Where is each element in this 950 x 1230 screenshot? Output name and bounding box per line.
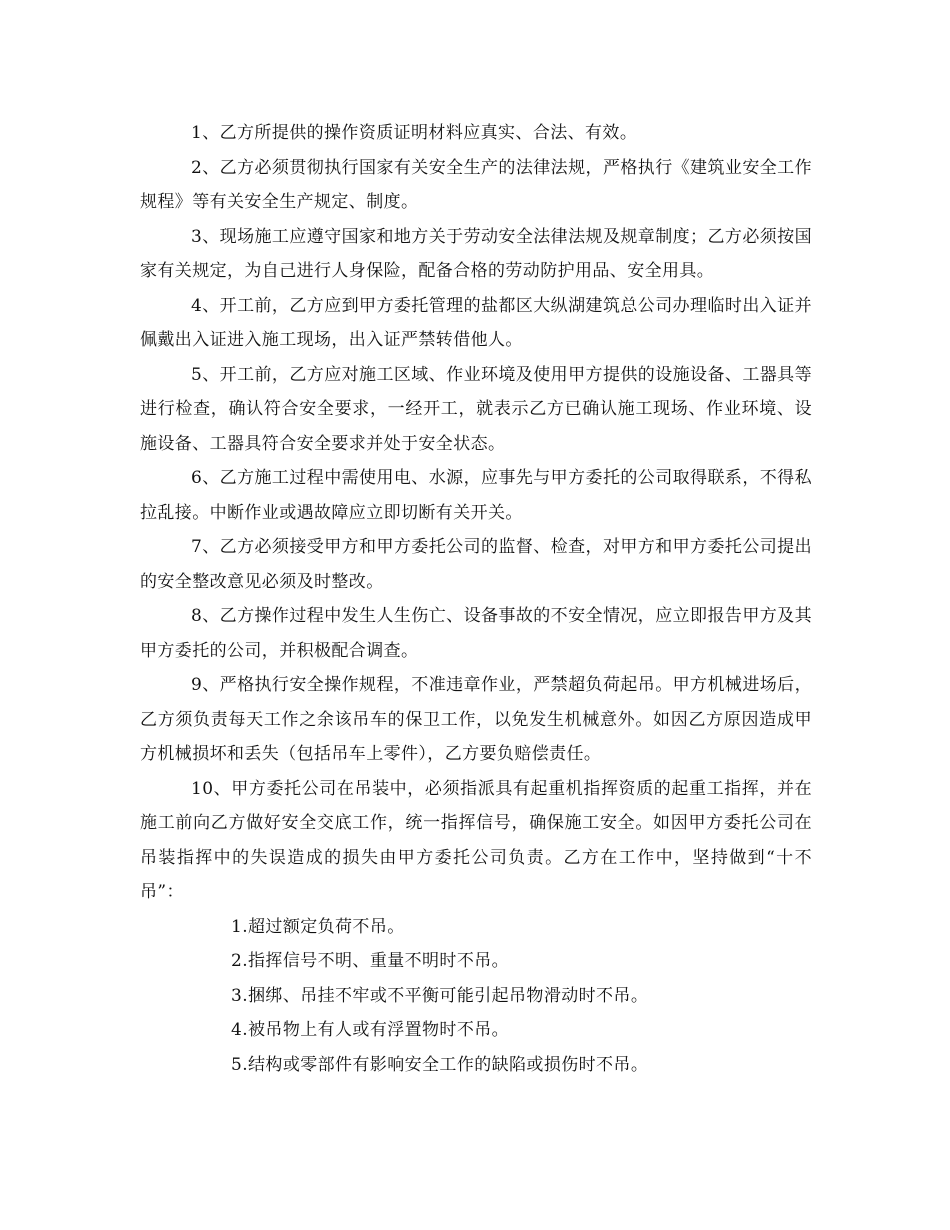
document-body bbox=[140, 116, 812, 1082]
list-item: 3.捆绑、吊挂不牢或不平衡可能引起吊物滑动时不吊。 bbox=[231, 985, 649, 1006]
clause-10: 10、甲方委托公司在吊装中，必须指派具有起重机指挥资质的起重工指挥，并在施工前向乙方做好安全交底工作，统一指挥信号，确保施工安全。如因甲方委托公司在吊装指挥中的失误造成的损失由甲方委托公司负责。乙方在工作中，坚持做到“十不吊”： bbox=[140, 778, 812, 902]
clause-8: 8、乙方操作过程中发生人生伤亡、设备事故的不安全情况，应立即报告甲方及其甲方委托的公司，并积极配合调查。 bbox=[140, 606, 812, 661]
list-item: 2.指挥信号不明、重量不明时不吊。 bbox=[231, 951, 510, 971]
clause-1: 1、乙方所提供的操作资质证明材料应真实、合法、有效。 bbox=[191, 123, 638, 143]
list-item: 1.超过额定负荷不吊。 bbox=[231, 916, 405, 937]
clause-9: 9、严格执行安全操作规程，不准违章作业，严禁超负荷起吊。甲方机械进场后，乙方须负责每天工作之余该吊车的保卫工作，以免发生机械意外。如因乙方原因造成甲方机械损坏和丢失（包括吊车上零件），乙方要负赔偿责任。 bbox=[140, 675, 812, 764]
clause-2: 2、乙方必须贯彻执行国家有关安全生产的法律法规，严格执行《建筑业安全工作规程》等有关安全生产规定、制度。 bbox=[140, 157, 812, 212]
clause-4: 4、开工前，乙方应到甲方委托管理的盐都区大纵湖建筑总公司办理临时出入证并佩戴出入证进入施工现场，出入证严禁转借他人。 bbox=[140, 295, 812, 350]
clause-7: 7、乙方必须接受甲方和甲方委托公司的监督、检查，对甲方和甲方委托公司提出的安全整改意见必须及时整改。 bbox=[140, 537, 812, 592]
list-item: 4.被吊物上有人或有浮置物时不吊。 bbox=[231, 1020, 510, 1040]
list-item: 5.结构或零部件有影响安全工作的缺陷或损伤时不吊。 bbox=[231, 1054, 649, 1075]
clause-3: 3、现场施工应遵守国家和地方关于劳动安全法律法规及规章制度；乙方必须按国家有关规定，为自己进行人身保险，配备合格的劳动防护用品、安全用具。 bbox=[140, 226, 812, 281]
clause-5: 5、开工前，乙方应对施工区域、作业环境及使用甲方提供的设施设备、工器具等进行检查，确认符合安全要求，一经开工，就表示乙方已确认施工现场、作业环境、设施设备、工器具符合安全要求并处于安全状态。 bbox=[140, 364, 812, 454]
clause-6: 6、乙方施工过程中需使用电、水源，应事先与甲方委托的公司取得联系，不得私拉乱接。中断作业或遇故障应立即切断有关开关。 bbox=[140, 468, 812, 523]
ten-no-lift-list bbox=[140, 910, 812, 1083]
